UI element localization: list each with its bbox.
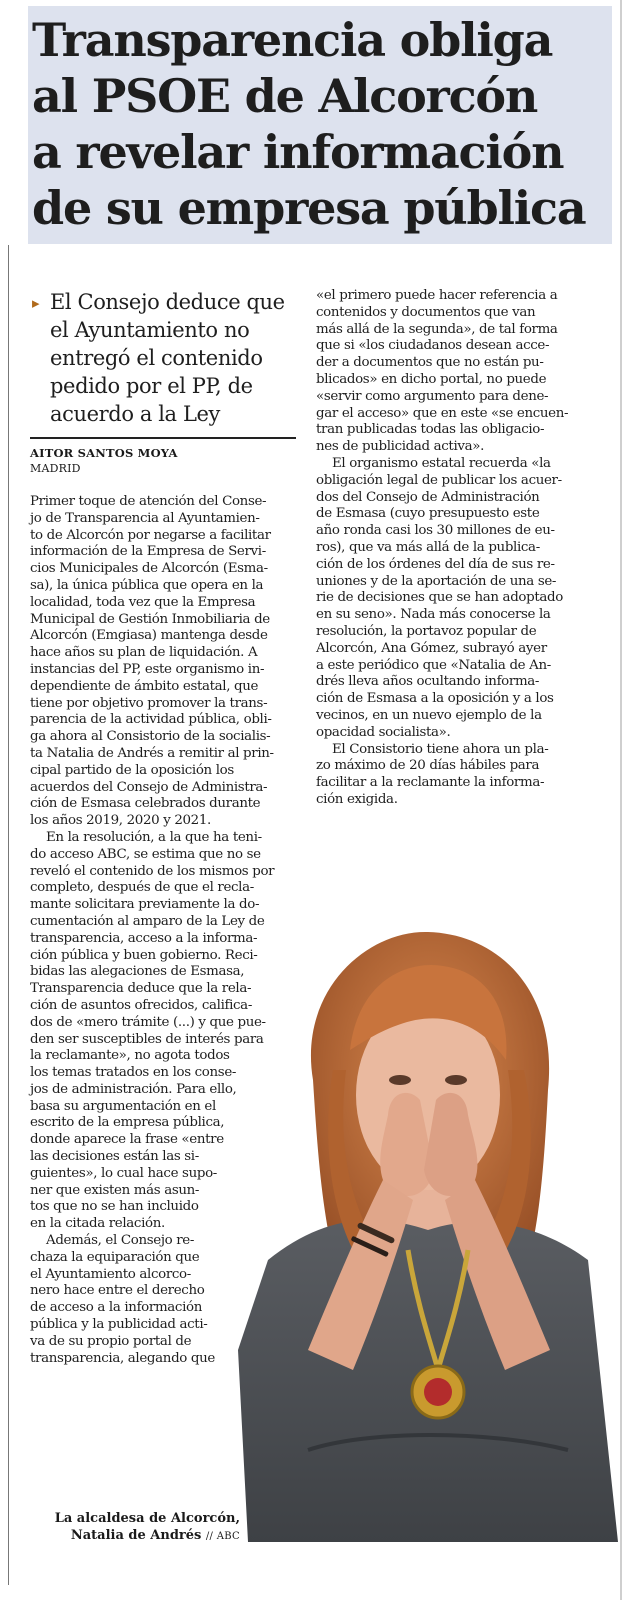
photo-credit: // ABC <box>205 1531 240 1542</box>
article-line: El organismo estatal recuerda «la <box>332 455 551 471</box>
article-line: tiene por objetivo promover la trans- <box>30 695 268 711</box>
article-line: blicados» en dicho portal, no puede <box>316 371 547 387</box>
article-line: ción de los órdenes del día de sus re- <box>316 556 555 572</box>
article-line: Alcorcón, Ana Gómez, subrayó ayer <box>316 640 547 656</box>
article-line: completo, después de que el recla- <box>30 880 254 896</box>
article-line: opacidad socialista». <box>316 724 451 740</box>
article-line: jo de Transparencia al Ayuntamien- <box>30 510 260 526</box>
byline-rule <box>30 437 296 439</box>
article-line: cipal partido de la oposición los <box>30 762 234 778</box>
article-line: Municipal de Gestión Inmobiliaria de <box>30 611 270 627</box>
article-line: el Ayuntamiento alcorco- <box>30 1266 191 1282</box>
article-line: Además, el Consejo re- <box>46 1233 195 1249</box>
article-line: chaza la equiparación que <box>30 1249 200 1265</box>
article-line: año ronda casi los 30 millones de eu- <box>316 523 555 539</box>
headline-block <box>28 6 612 244</box>
article-line: El Consistorio tiene ahora un pla- <box>332 741 549 757</box>
article-line: reveló el contenido de los mismos por <box>30 863 275 879</box>
article-line: en la citada relación. <box>30 1216 165 1232</box>
article-line: drés lleva años ocultando informa- <box>316 674 540 690</box>
article-line: obligación legal de publicar los acuer- <box>316 472 562 488</box>
article-line: rie de decisiones que se han adoptado <box>316 590 563 606</box>
article-line: jos de administración. Para ello, <box>30 1081 237 1097</box>
subhead-line: pedido por el PP, de <box>50 374 253 398</box>
mayor-photo-illustration <box>238 930 618 1542</box>
article-line: zo máximo de 20 días hábiles para <box>316 758 540 774</box>
subheadline <box>32 288 304 428</box>
article-line: ción de asuntos ofrecidos, califica- <box>30 997 252 1013</box>
article-line: to de Alcorcón por negarse a facilitar <box>30 527 271 543</box>
photo-caption <box>30 1510 240 1545</box>
article-line: mante solicitara previamente la do- <box>30 897 260 913</box>
article-line: sa), la única pública que opera en la <box>30 577 264 593</box>
article-line: más allá de la segunda», de tal forma <box>316 321 558 337</box>
article-line: transparencia, alegando que <box>30 1350 215 1366</box>
article-line: información de la Empresa de Servi- <box>30 544 266 560</box>
article-line: hace años su plan de liquidación. A <box>30 645 258 661</box>
article-line: nero hace entre el derecho <box>30 1283 205 1299</box>
article-line: cios Municipales de Alcorcón (Esma- <box>30 561 268 577</box>
article-line: los años 2019, 2020 y 2021. <box>30 813 211 829</box>
page-edge-rule <box>620 0 622 1600</box>
article-line: nes de publicidad activa». <box>316 439 484 455</box>
article-line: parencia de la actividad pública, obli- <box>30 712 272 728</box>
headline-line: al PSOE de Alcorcón <box>32 69 538 123</box>
article-line: va de su propio portal de <box>30 1333 192 1349</box>
byline <box>30 446 178 476</box>
article-line: donde aparece la frase «entre <box>30 1132 224 1148</box>
article-line: instancias del PP, este organismo in- <box>30 661 265 677</box>
article-line: la reclamante», no agota todos <box>30 1048 230 1064</box>
article-line: Transparencia deduce que la rela- <box>30 981 252 997</box>
article-line: den ser susceptibles de interés para <box>30 1031 264 1047</box>
article-line: tos que no se han incluido <box>30 1199 199 1215</box>
article-line: ta Natalia de Andrés a remitir al prin- <box>30 745 274 761</box>
photo-mayor <box>238 930 618 1542</box>
author-name: AITOR SANTOS MOYA <box>30 446 178 460</box>
article-line: los temas tratados en los conse- <box>30 1065 237 1081</box>
article-line: guientes», lo cual hace supo- <box>30 1165 217 1181</box>
article-line: de Esmasa (cuyo presupuesto este <box>316 506 540 522</box>
article-line: dos de «mero trámite (...) y que pue- <box>30 1014 266 1030</box>
article-line: resolución, la portavoz popular de <box>316 623 537 639</box>
article-line: ción de Esmasa a la oposición y a los <box>316 691 554 707</box>
article-line: «servir como argumento para dene- <box>316 388 549 404</box>
article-line: contenidos y documentos que van <box>316 304 536 320</box>
bullet-arrow-icon: ▸ <box>32 294 40 312</box>
article-line: ner que existen más asun- <box>30 1182 200 1198</box>
article-line: Primer toque de atención del Conse- <box>30 494 267 509</box>
article-line: En la resolución, a la que ha teni- <box>46 829 262 845</box>
article-line: tran publicadas todas las obligacio- <box>316 422 545 438</box>
article-line: pública y la publicidad acti- <box>30 1317 208 1333</box>
article-line: uniones y de la aportación de una se- <box>316 573 557 589</box>
article-line: der a documentos que no están pu- <box>316 355 544 371</box>
headline <box>28 6 612 236</box>
subhead-line: acuerdo a la Ley <box>50 402 220 426</box>
article-line: ros), que va más allá de la publica- <box>316 539 540 555</box>
article-line: las decisiones están las si- <box>30 1149 199 1165</box>
article-line: dependiente de ámbito estatal, que <box>30 678 259 694</box>
headline-line: de su empresa pública <box>32 181 586 235</box>
article-line: ción exigida. <box>316 791 398 807</box>
article-line: Alcorcón (Emgiasa) mantenga desde <box>30 628 268 644</box>
article-column-2 <box>316 288 602 809</box>
dateline-place: MADRID <box>30 462 81 475</box>
article-line: transparencia, acceso a la informa- <box>30 930 258 946</box>
article-line: gar el acceso» que en este «se encuen- <box>316 405 569 421</box>
article-line: ga ahora al Consistorio de la socialis- <box>30 729 271 745</box>
caption-line: La alcaldesa de Alcorcón, <box>54 1511 240 1526</box>
article-line: do acceso ABC, se estima que no se <box>30 846 261 862</box>
subhead-line: entregó el contenido <box>50 346 263 370</box>
subhead-line: El Consejo deduce que <box>50 290 285 314</box>
subhead-line: el Ayuntamiento no <box>50 318 250 342</box>
article-line: basa su argumentación en el <box>30 1098 216 1114</box>
article-line: «el primero puede hacer referencia a <box>316 288 558 303</box>
article-line: facilitar a la reclamante la informa- <box>316 775 545 791</box>
article-line: que si «los ciudadanos desean acce- <box>316 338 550 354</box>
article-line: ción de Esmasa celebrados durante <box>30 796 261 812</box>
headline-line: a revelar información <box>32 125 564 179</box>
article-line: vecinos, en un nuevo ejemplo de la <box>316 707 542 723</box>
article-line: en su seno». Nada más conocerse la <box>316 607 551 623</box>
column-rule-left <box>8 245 9 1585</box>
article-line: de acceso a la información <box>30 1300 202 1316</box>
article-line: localidad, toda vez que la Empresa <box>30 594 256 610</box>
article-line: a este periódico que «Natalia de An- <box>316 657 551 673</box>
caption-line: Natalia de Andrés <box>70 1528 202 1543</box>
article-line: escrito de la empresa pública, <box>30 1115 225 1131</box>
article-line: bidas las alegaciones de Esmasa, <box>30 964 245 980</box>
article-line: ción pública y buen gobierno. Reci- <box>30 947 258 963</box>
article-line: cumentación al amparo de la Ley de <box>30 913 265 929</box>
article-line: acuerdos del Consejo de Administra- <box>30 779 268 795</box>
headline-line: Transparencia obliga <box>32 13 553 67</box>
article-line: dos del Consejo de Administración <box>316 489 540 505</box>
